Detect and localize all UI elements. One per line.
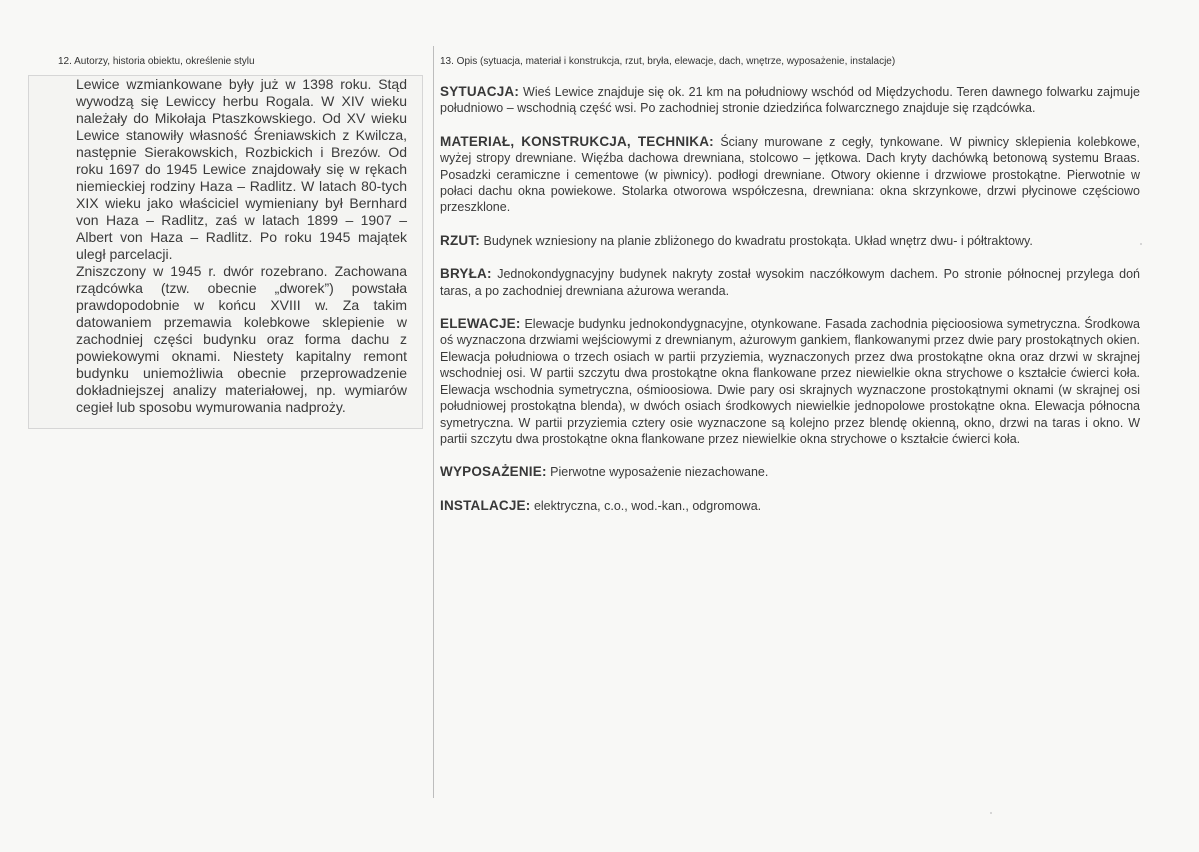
section-bryla [440,266,1140,299]
scan-speck [1140,243,1142,245]
history-paragraph-1: Lewice wzmiankowane były już w 1398 roku. Stąd wywodzą się Lewiccy herbu Rogala. W XIV wieku należały do Mikołaja Ptaszkowskiego. Od XV wieku Lewice stanowiły własność Śreniawskich z Kwilcza, następnie Sierakowskich, Rozbickich i Brezów. Od roku 1697 do 1945 Lewice znajdowały się w rękach niemieckiej rodziny Haza – Radlitz. W latach 80-tych XIX wieku jako właściciel wymieniany był Bernhard von Haza – Radlitz, zaś w latach 1899 – 1907 – Albert von Haza – Radlitz. Po roku 1945 majątek uległ parcelacji. [76,76,407,262]
section-text: Jednokondygnacyjny budynek nakryty został wysokim naczółkowym dachem. Po stronie północnej przylega doń taras, a po zachodniej drewniana ażurowa weranda. [440,267,1140,298]
section-heading: INSTALACJE: [440,497,531,513]
section-heading: ELEWACJE: [440,316,521,332]
section-13-header: 13. Opis (sytuacja, materiał i konstrukcja, rzut, bryła, elewacje, dach, wnętrze, wyposażenie, instalacje) [440,56,896,67]
section-instalacje [440,498,1140,514]
section-text: Wieś Lewice znajduje się ok. 21 km na południowy wschód od Międzychodu. Teren dawnego folwarku zajmuje południowo – wschodnią część wsi. Po zachodniej stronie dziedzińca folwarcznego znajduje się rządcówka. [440,85,1140,116]
section-text: Budynek wzniesiony na planie zbliżonego do kwadratu prostokąta. Układ wnętrz dwu- i półtraktowy. [483,233,1033,248]
description-column [440,84,1140,531]
section-text: Elewacje budynku jednokondygnacyjne, otynkowane. Fasada zachodnia pięcioosiowa symetryczna. Środkowa oś wyznaczona drzwiami wejściowymi z drewnianym, ażurowym gankiem, flankowanymi przez dwie pary prostokątnych okien. Elewacja południowa o trzech osiach w partii przyziemia, wyznaczonych przez dwa prostokątne okna oraz drzwi w skrajnej wschodniej osi. W partii szczytu dwa prostokątne okna flankowane przez niewielkie okna strychowe o kształcie ćwierci koła. Elewacja wschodnia symetryczna, ośmioosiowa. Dwie pary osi skrajnych wyznaczone prostokątnymi oknami (w skrajnej osi południowej prostokątna blenda), w dwóch osiach środkowych niewielkie jednopolowe prostokątne okna. Elewacja północna symetryczna. W partii przyziemia cztery osie wyznaczone są kolejno przez blendę okienną, okno, drzwi na taras i okno. W partii szczytu dwa prostokątne okna flankowane przez niewielkie okna strychowe o kształcie ćwierci koła. [440,317,1140,446]
section-wyposazenie [440,464,1140,480]
history-paragraph-2: Zniszczony w 1945 r. dwór rozebrano. Zachowana rządcówka (tzw. obecnie „dworek”) powstała prawdopodobnie w końcu XVIII w. Za takim datowaniem przemawia kolebkowe sklepienie w zachodniej części budynku oraz forma dachu z powiekowymi oknami. Niestety kapitalny remont budynku uniemożliwia obecnie przeprowadzenie dokładniejszej analizy materiałowej, np. wymiarów cegieł lub sposobu wymurowania nadproży. [76,263,407,415]
section-elewacje [440,316,1140,447]
section-heading: RZUT: [440,232,480,248]
section-sytuacja [440,84,1140,117]
section-12-header: 12. Autorzy, historia obiektu, określenie stylu [58,56,255,67]
section-rzut [440,233,1140,249]
section-heading: WYPOSAŻENIE: [440,464,547,480]
section-heading: MATERIAŁ, KONSTRUKCJA, TECHNIKA: [440,133,714,149]
column-divider [433,46,434,798]
section-material [440,134,1140,216]
section-text: Ściany murowane z cegły, tynkowane. W piwnicy sklepienia kolebkowe, wyżej stropy drewniane. Więźba dachowa drewniana, stolcowo – jętkowa. Dach kryty dachówką betonową systemu Braas. Posadzki ceramiczne i cementowe (w piwnicy). podłogi drewniane. Otwory okienne i drzwiowe prostokątne. Pierwotnie w połaci dachu okna powiekowe. Stolarka otworowa współczesna, drewniana: okna skrzynkowe, drzwi płycinowe częściowo przeszklone. [440,134,1140,215]
section-text: elektryczna, c.o., wod.-kan., odgromowa. [533,498,762,513]
section-heading: SYTUACJA: [440,84,520,99]
scan-speck [990,812,992,814]
section-heading: BRYŁA: [440,266,492,282]
section-text: Pierwotne wyposażenie niezachowane. [550,465,769,480]
history-text [76,76,407,416]
